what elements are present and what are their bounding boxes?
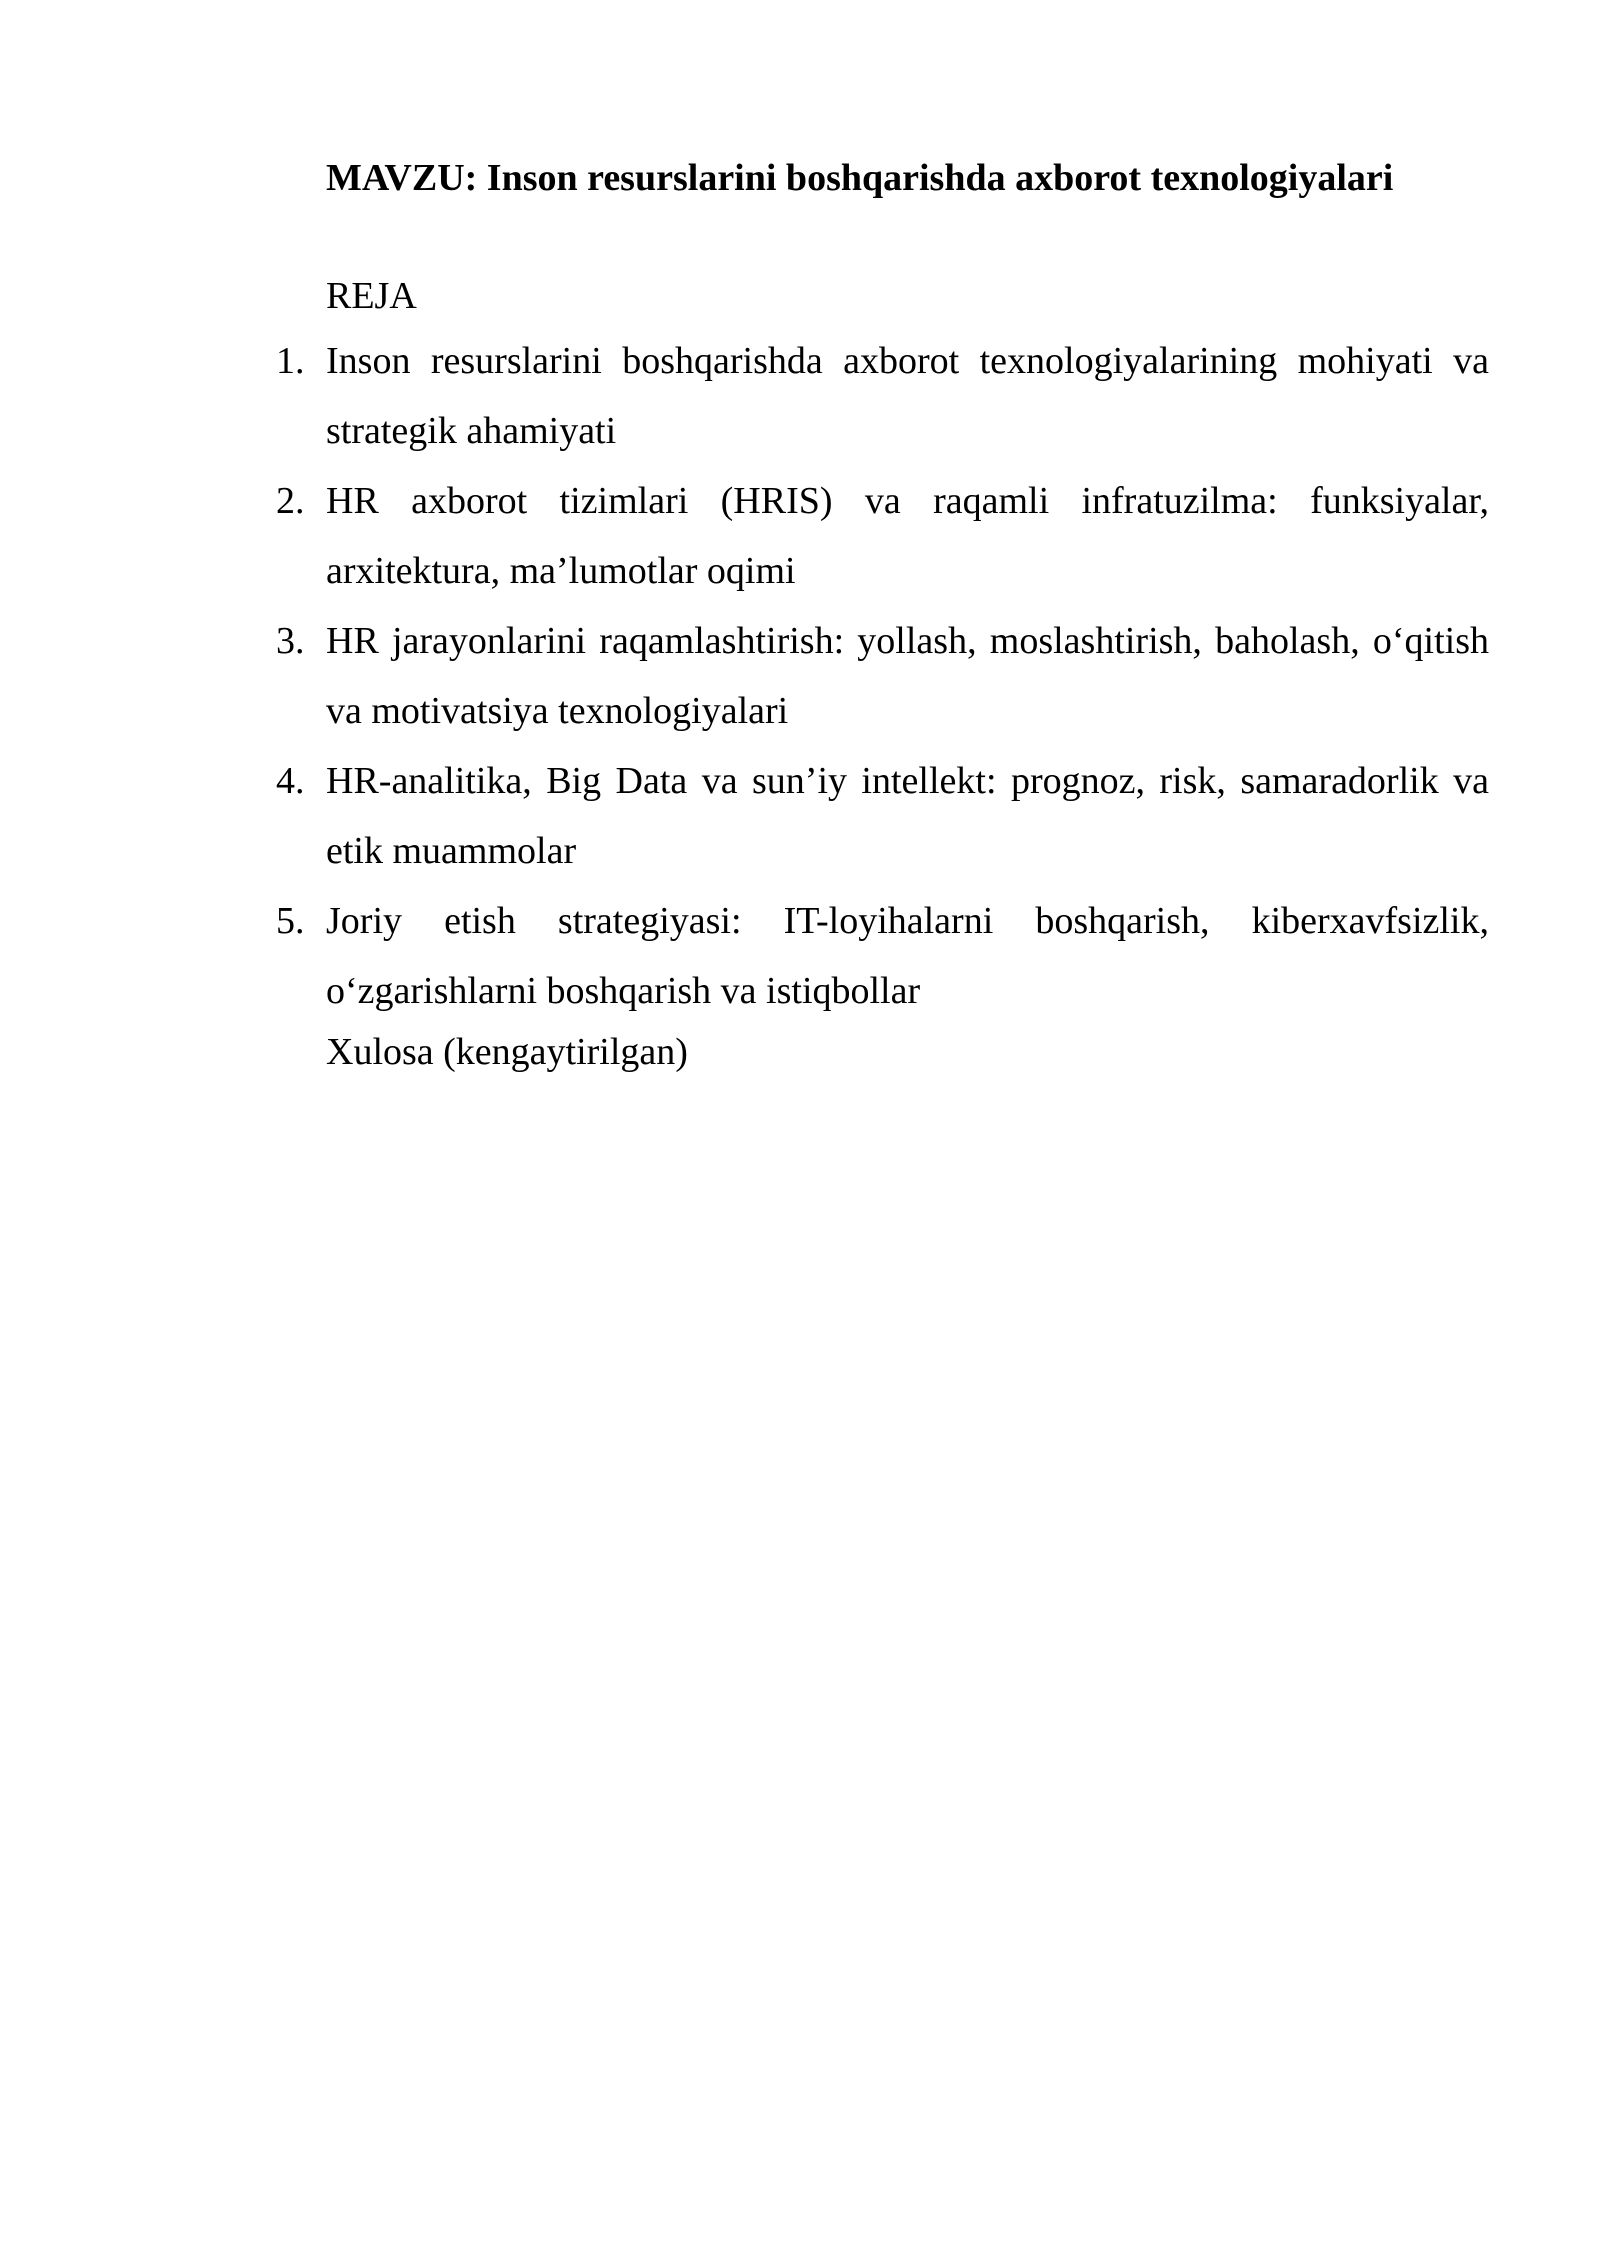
conclusion-heading: Xulosa (kengaytirilgan) bbox=[326, 1031, 688, 1073]
page-content bbox=[276, 148, 1489, 1082]
plan-item bbox=[276, 606, 1489, 746]
plan-item-number: 2. bbox=[276, 480, 305, 522]
plan-item bbox=[276, 466, 1489, 606]
plan-item-text: Joriy etish strategiyasi: IT-loyihalarni boshqarish, kiberxavfsizlik, o‘zgarishlarni boshqarish va istiqbollar bbox=[326, 900, 1489, 1012]
plan-item bbox=[276, 746, 1489, 886]
plan-heading: REJA bbox=[326, 275, 417, 317]
plan-item-number: 4. bbox=[276, 760, 305, 802]
plan-item-number: 1. bbox=[276, 340, 305, 382]
plan-item-number: 3. bbox=[276, 620, 305, 662]
plan-item bbox=[276, 886, 1489, 1026]
plan-list bbox=[276, 326, 1489, 1026]
plan-item-number: 5. bbox=[276, 900, 305, 942]
document-title: MAVZU: Inson resurslarini boshqarishda axborot texnologiyalari bbox=[326, 157, 1394, 199]
plan-item bbox=[276, 326, 1489, 466]
plan-item-text: Inson resurslarini boshqarishda axborot texnologiyalarining mohiyati va strategik ahamiyati bbox=[326, 340, 1489, 452]
plan-item-text: HR axborot tizimlari (HRIS) va raqamli infratuzilma: funksiyalar, arxitektura, ma’lumotlar oqimi bbox=[326, 480, 1489, 592]
plan-item-text: HR-analitika, Big Data va sun’iy intellekt: prognoz, risk, samaradorlik va etik muammolar bbox=[326, 760, 1489, 872]
plan-item-text: HR jarayonlarini raqamlashtirish: yollash, moslashtirish, baholash, o‘qitish va motivatsiya texnologiyalari bbox=[326, 620, 1489, 732]
